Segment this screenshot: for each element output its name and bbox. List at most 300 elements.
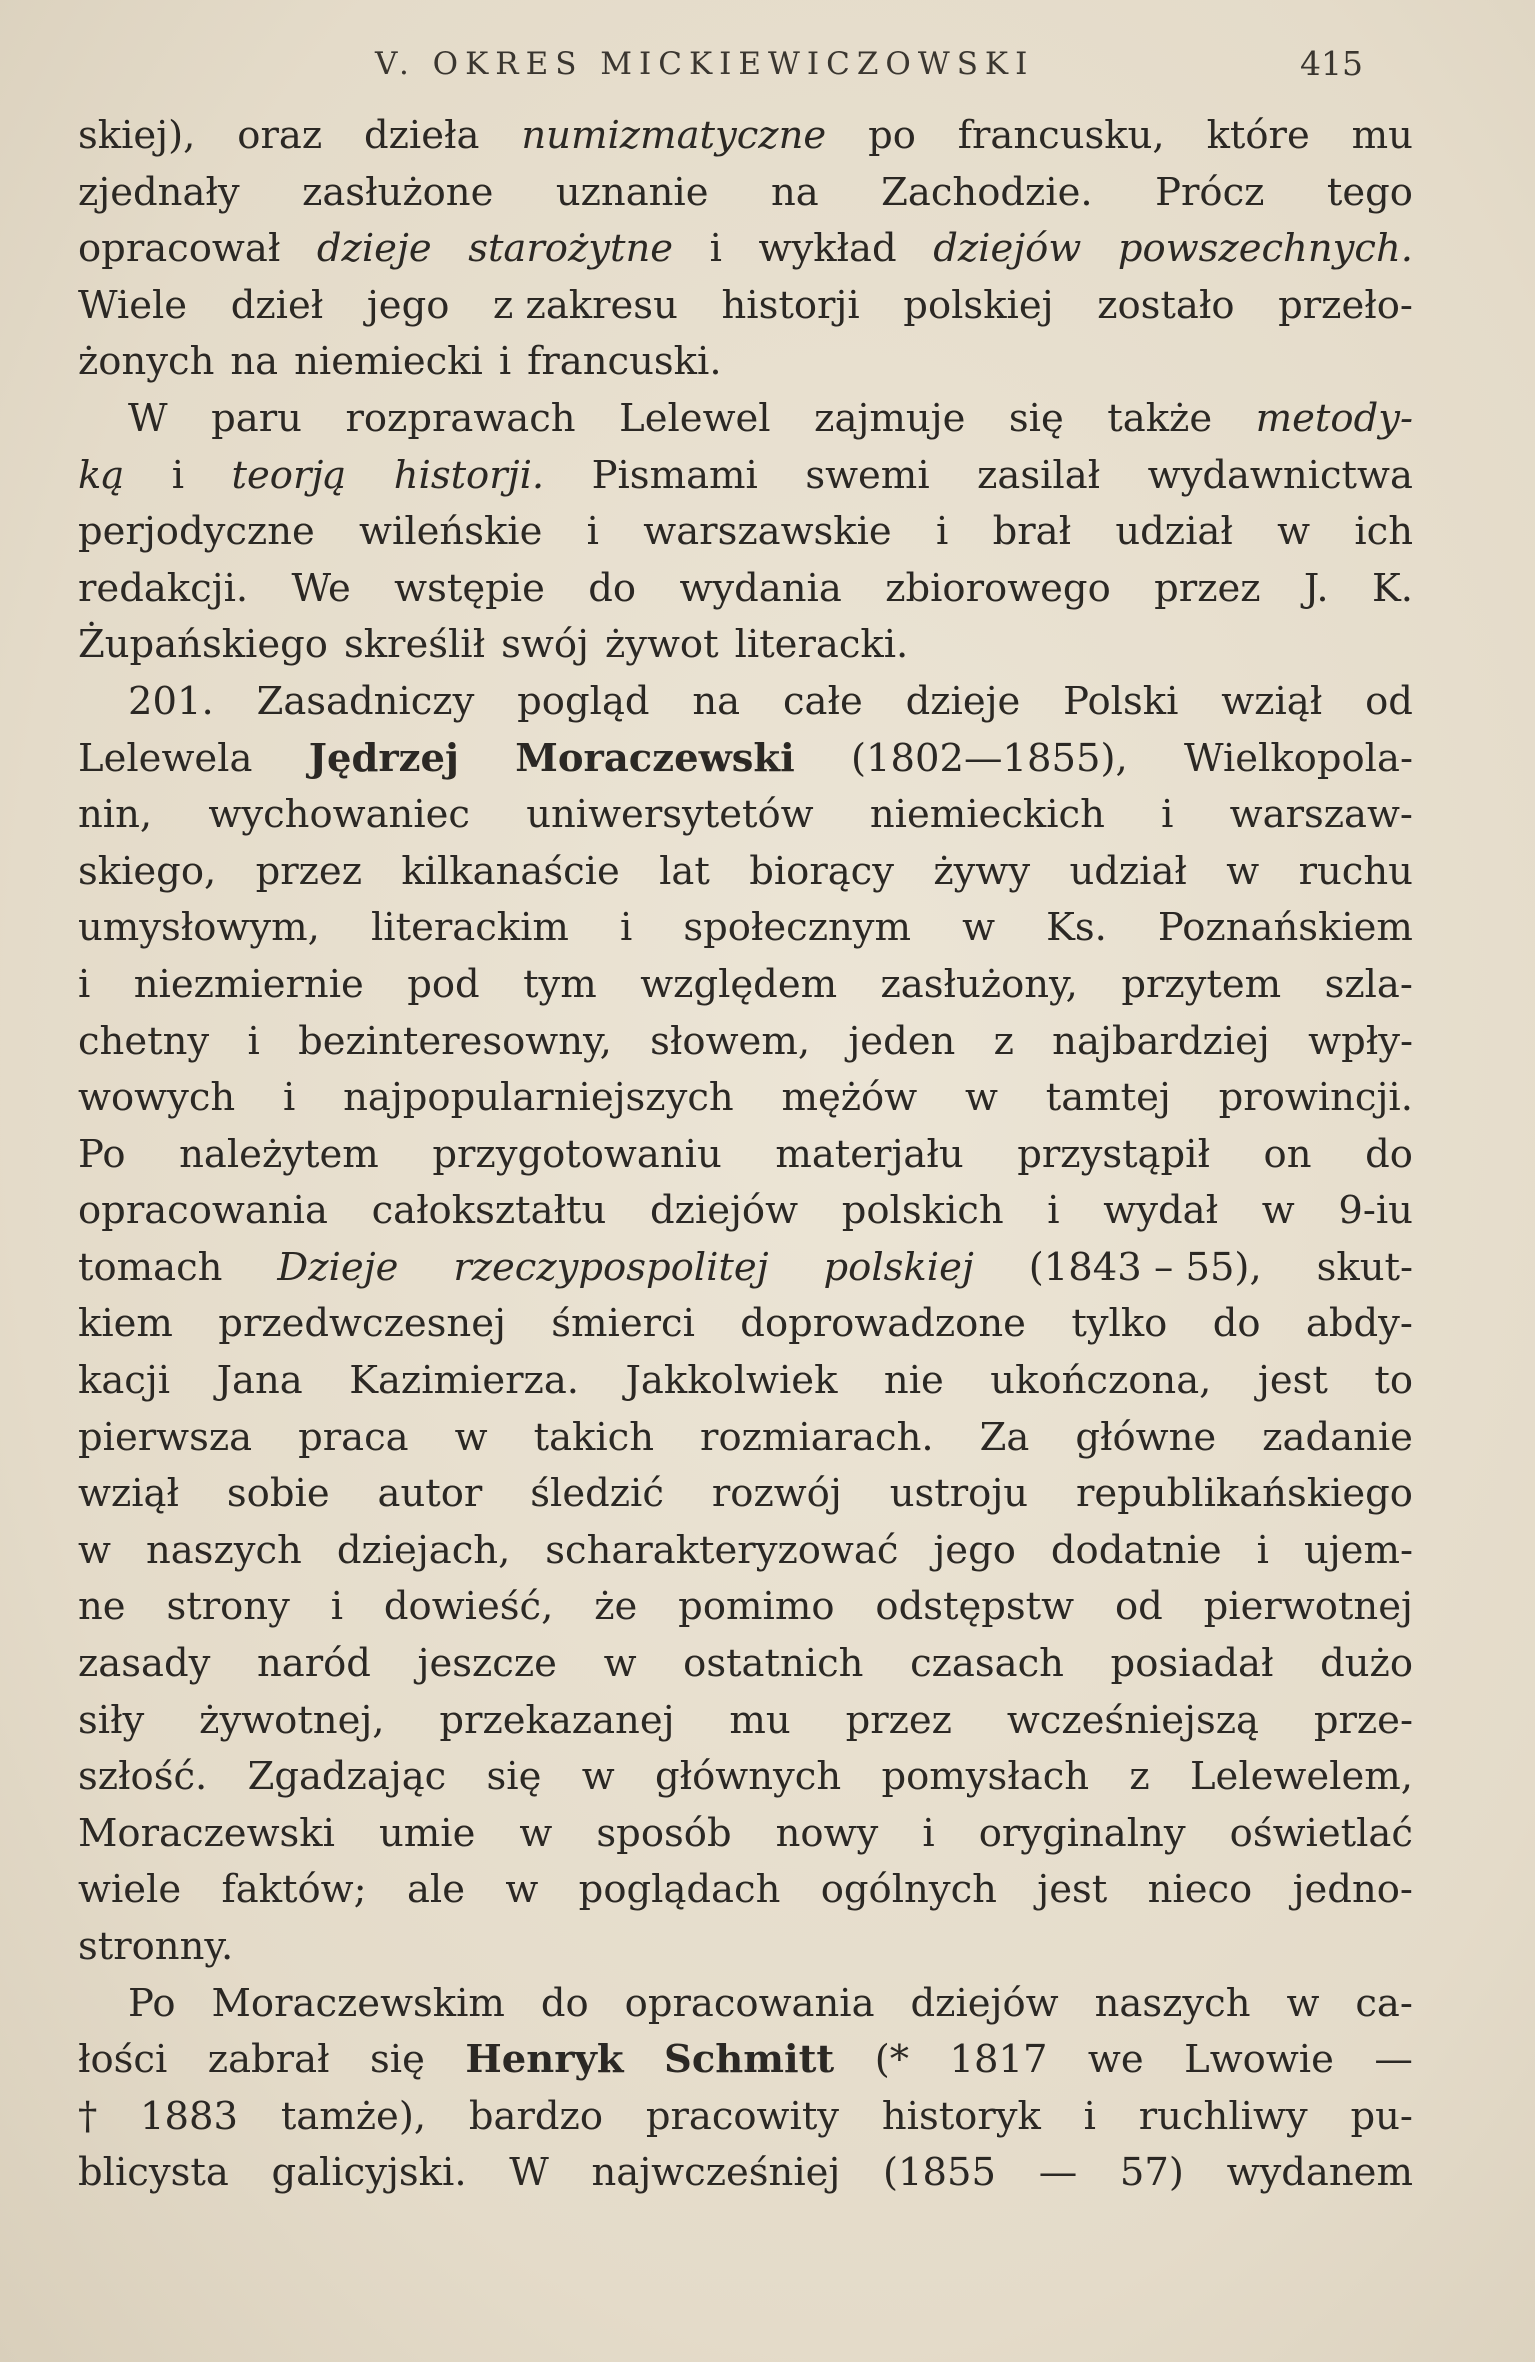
word: Lelewela xyxy=(78,735,253,781)
word: — xyxy=(1038,2150,1078,2196)
word: Po xyxy=(78,1131,126,1177)
word: opracowania xyxy=(78,1188,328,1234)
word: mu xyxy=(1351,113,1413,158)
word: dodatnie xyxy=(1050,1527,1222,1573)
word: wstępie xyxy=(394,565,545,611)
word: i xyxy=(78,961,91,1007)
word: w xyxy=(962,905,996,951)
page-number: 415 xyxy=(1300,44,1363,83)
word: literacki. xyxy=(734,622,909,668)
word: zasłużone xyxy=(302,169,494,215)
word: całokształtu xyxy=(371,1188,607,1234)
word: Moraczewski xyxy=(78,1810,335,1856)
word: zadanie xyxy=(1262,1414,1413,1460)
word: w xyxy=(1226,848,1260,894)
body-text xyxy=(78,108,1413,2202)
word: i xyxy=(1047,1188,1060,1234)
word: nieco xyxy=(1147,1867,1253,1913)
italic-word: teorją xyxy=(231,452,347,498)
word: autor xyxy=(377,1471,483,1517)
word: mu xyxy=(729,1697,791,1743)
word: i xyxy=(1161,792,1174,838)
word: skreślił xyxy=(343,622,486,668)
word: i xyxy=(922,1810,935,1856)
word: i xyxy=(1083,2093,1096,2139)
word: i xyxy=(171,452,185,498)
word: rozmiarach. xyxy=(700,1414,934,1460)
italic-word: historji. xyxy=(393,452,545,498)
word: przez xyxy=(255,848,362,894)
text-line xyxy=(78,617,1413,674)
text-line xyxy=(78,278,1413,335)
word: literackim xyxy=(370,905,569,951)
word: (1855 xyxy=(883,2150,997,2196)
word: historji xyxy=(721,282,860,328)
word: na xyxy=(692,678,741,724)
text-line xyxy=(78,1919,1413,1976)
word: (* xyxy=(874,2037,909,2083)
word: dzieł xyxy=(230,282,324,328)
word: stronny. xyxy=(78,1924,234,1969)
word: jego xyxy=(933,1527,1016,1573)
word: Ks. xyxy=(1046,905,1107,951)
word: przez xyxy=(845,1697,952,1743)
word: nie xyxy=(883,1358,944,1404)
word: przedwczesnej xyxy=(218,1301,506,1347)
text-line xyxy=(78,1296,1413,1353)
word: do xyxy=(540,1980,589,2026)
word: dużo xyxy=(1320,1641,1413,1687)
word: udział xyxy=(1115,509,1233,555)
word: zasłużony, xyxy=(880,961,1078,1007)
word: pomimo xyxy=(678,1584,835,1630)
word: zbiorowego xyxy=(885,565,1111,611)
word: wydawnictwa xyxy=(1147,452,1413,498)
word: na xyxy=(230,339,279,385)
word: i xyxy=(709,226,722,272)
word: zabrał xyxy=(207,2037,330,2083)
word: bezinteresowny, xyxy=(298,1018,612,1064)
text-line xyxy=(78,334,1413,391)
word: tym xyxy=(523,961,597,1007)
word: także xyxy=(1107,395,1213,441)
word: w xyxy=(78,1527,111,1573)
word: zajmuje xyxy=(814,395,966,441)
word: oraz xyxy=(237,113,323,158)
word: jest xyxy=(1037,1867,1108,1913)
word: bardzo xyxy=(468,2093,604,2139)
bold-name: Jędrzej xyxy=(308,735,459,781)
word: swemi xyxy=(805,452,930,498)
text-line xyxy=(78,787,1413,844)
word: że xyxy=(594,1584,638,1630)
word: pogląd xyxy=(517,678,650,724)
italic-word: starożytne xyxy=(468,226,674,272)
word: francusku, xyxy=(957,113,1165,158)
text-line xyxy=(78,2089,1413,2146)
word: jeszcze xyxy=(417,1641,557,1687)
word: w xyxy=(964,1075,998,1121)
word: pu- xyxy=(1350,2093,1413,2139)
italic-word: dzieje xyxy=(316,226,432,272)
word: słowem, xyxy=(650,1018,811,1064)
word: wziął xyxy=(1221,678,1323,724)
text-line xyxy=(78,2032,1413,2089)
text-line xyxy=(78,108,1413,165)
word: 9-iu xyxy=(1338,1188,1413,1234)
word: kacji xyxy=(78,1358,171,1404)
word: Pismami xyxy=(591,452,758,498)
word: dowieść, xyxy=(383,1584,554,1630)
word: ostatnich xyxy=(683,1641,864,1687)
word: i xyxy=(619,905,633,951)
word: Lelewel xyxy=(619,395,771,441)
word: (1802—1855), xyxy=(851,735,1128,781)
word: naszych xyxy=(1094,1980,1251,2026)
word: K. xyxy=(1371,565,1413,611)
word: względem xyxy=(640,961,838,1007)
word: biorący xyxy=(749,848,894,894)
word: łości xyxy=(78,2037,168,2083)
text-line xyxy=(78,504,1413,561)
word: najpopularniejszych xyxy=(343,1075,734,1121)
word: polskiej xyxy=(903,282,1054,328)
word: jego xyxy=(366,282,450,328)
word: skiego, xyxy=(78,848,217,894)
word: 1817 xyxy=(949,2037,1048,2083)
text-line xyxy=(78,1410,1413,1467)
word: ustroju xyxy=(889,1471,1029,1517)
word: W xyxy=(128,395,168,441)
word: opracowania xyxy=(624,1980,875,2026)
word: dziejów xyxy=(649,1188,799,1234)
word: Po xyxy=(128,1980,176,2026)
word: odstępstw xyxy=(875,1584,1075,1630)
word: oryginalny xyxy=(978,1810,1186,1856)
word: zasilał xyxy=(977,452,1101,498)
word: z xyxy=(1129,1754,1150,1800)
text-line xyxy=(78,1466,1413,1523)
italic-word: ką xyxy=(78,452,125,498)
word: Wielkopola- xyxy=(1184,735,1413,781)
word: dzieje xyxy=(905,678,1021,724)
word: i xyxy=(1256,1527,1269,1573)
word: które xyxy=(1206,113,1310,158)
word: perjodyczne xyxy=(78,509,315,555)
word: wziął xyxy=(78,1471,179,1517)
word: z zakresu xyxy=(493,282,678,328)
word: przygotowaniu xyxy=(432,1131,722,1177)
text-line xyxy=(78,1523,1413,1580)
word: w xyxy=(519,1810,553,1856)
word: w xyxy=(603,1641,637,1687)
word: od xyxy=(1365,678,1413,724)
text-line xyxy=(78,1183,1413,1240)
word: rozprawach xyxy=(345,395,576,441)
word: doprowadzone xyxy=(740,1301,1026,1347)
word: udział xyxy=(1069,848,1187,894)
word: strony xyxy=(166,1584,290,1630)
word: blicysta xyxy=(78,2150,229,2196)
word: Moraczewskim xyxy=(211,1980,505,2026)
word: wcześniejszą xyxy=(1006,1697,1259,1743)
text-line xyxy=(78,1353,1413,1410)
word: uniwersytetów xyxy=(526,792,814,838)
word: Za xyxy=(979,1414,1030,1460)
word: Zachodzie. xyxy=(881,169,1093,215)
text-line xyxy=(78,731,1413,788)
word: umysłowym, xyxy=(78,905,320,951)
word: ruchliwy xyxy=(1138,2093,1308,2139)
word: zasady xyxy=(78,1641,211,1687)
word: ujem- xyxy=(1303,1527,1413,1573)
word: skiej), xyxy=(78,113,196,158)
italic-word: rzeczypospolitej xyxy=(453,1244,769,1290)
text-line xyxy=(78,1579,1413,1636)
word: przekazanej xyxy=(439,1697,675,1743)
text-line xyxy=(78,1976,1413,2033)
word: wiele xyxy=(78,1867,182,1913)
word: i xyxy=(282,1075,296,1121)
word: brał xyxy=(992,509,1072,555)
word: jeden xyxy=(848,1018,956,1064)
word: się xyxy=(486,1754,542,1800)
word: i xyxy=(330,1584,344,1630)
word: niemieckich xyxy=(869,792,1105,838)
word: Prócz xyxy=(1155,169,1265,215)
word: Zasadniczy xyxy=(256,678,475,724)
italic-word: metody- xyxy=(1255,395,1413,441)
word: 201. xyxy=(128,678,214,724)
word: ich xyxy=(1354,509,1413,555)
word: polskich xyxy=(841,1188,1004,1234)
word: tylko xyxy=(1071,1301,1168,1347)
word: paru xyxy=(211,395,302,441)
word: redakcji. xyxy=(78,565,249,611)
word: Kazimierza. xyxy=(349,1358,580,1404)
word: się xyxy=(1008,395,1064,441)
word: naszych xyxy=(145,1527,302,1573)
word: warszaw- xyxy=(1229,792,1413,838)
word: wydał xyxy=(1103,1188,1219,1234)
word: on xyxy=(1263,1131,1312,1177)
word: wowych xyxy=(78,1075,236,1121)
word: prowincji. xyxy=(1218,1075,1413,1121)
word: pod xyxy=(407,961,480,1007)
word: lat xyxy=(659,848,710,894)
word: republikańskiego xyxy=(1075,1471,1413,1517)
word: w xyxy=(1277,509,1311,555)
word: jest xyxy=(1257,1358,1328,1404)
word: J. xyxy=(1303,565,1329,611)
text-line xyxy=(78,1070,1413,1127)
word: ruchu xyxy=(1298,848,1413,894)
word: dziejach, xyxy=(336,1527,511,1573)
word: sobie xyxy=(226,1471,330,1517)
word: się xyxy=(370,2037,425,2083)
word: ca- xyxy=(1355,1980,1413,2026)
word: chetny xyxy=(78,1018,210,1064)
word: i xyxy=(586,509,599,555)
word: prze- xyxy=(1313,1697,1413,1743)
word: do xyxy=(1212,1301,1261,1347)
word: W xyxy=(509,2150,549,2196)
word: wydania xyxy=(679,565,842,611)
word: ogólnych xyxy=(820,1867,997,1913)
italic-word: numizmatyczne xyxy=(521,113,827,158)
word: (1843 – 55), xyxy=(1028,1244,1262,1290)
word: oświetlać xyxy=(1229,1810,1413,1856)
word: swój xyxy=(501,622,589,668)
word: uznanie xyxy=(555,169,709,215)
word: kiem xyxy=(78,1301,173,1347)
bold-name: Henryk xyxy=(465,2037,624,2083)
word: żywotnej, xyxy=(199,1697,385,1743)
text-line xyxy=(78,900,1413,957)
word: od xyxy=(1114,1584,1163,1630)
text-line xyxy=(78,957,1413,1014)
text-line xyxy=(78,844,1413,901)
word: szłość. xyxy=(78,1754,208,1800)
word: Poznańskiem xyxy=(1157,905,1413,951)
word: wileńskie xyxy=(359,509,543,555)
word: przytem xyxy=(1121,961,1282,1007)
word: przystąpił xyxy=(1017,1131,1210,1177)
word: główne xyxy=(1075,1414,1217,1460)
word: najbardziej xyxy=(1052,1018,1270,1064)
word: siły xyxy=(78,1697,145,1743)
word: pomysłach xyxy=(881,1754,1090,1800)
word: przeło- xyxy=(1278,282,1413,328)
bold-name: Schmitt xyxy=(664,2037,835,2083)
word: Zgadzając xyxy=(247,1754,447,1800)
text-line xyxy=(78,391,1413,448)
word: Lelewelem, xyxy=(1189,1754,1413,1800)
word: śmierci xyxy=(551,1301,695,1347)
word: naród xyxy=(256,1641,371,1687)
text-line xyxy=(78,561,1413,618)
word: tamże), xyxy=(280,2093,427,2139)
word: należytem xyxy=(179,1131,379,1177)
italic-word: polskiej xyxy=(823,1244,974,1290)
word: jedno- xyxy=(1292,1867,1413,1913)
word: posiadał xyxy=(1110,1641,1274,1687)
word: sposób xyxy=(596,1810,732,1856)
word: do xyxy=(1365,1131,1413,1177)
word: Jana xyxy=(216,1358,303,1404)
word: We xyxy=(291,565,351,611)
word: w xyxy=(505,1867,539,1913)
word: ukończona, xyxy=(990,1358,1212,1404)
word: rozwój xyxy=(711,1471,842,1517)
word: szla- xyxy=(1324,961,1413,1007)
word: Wiele xyxy=(78,282,188,328)
italic-word: powszechnych. xyxy=(1117,226,1413,272)
word: i xyxy=(498,339,512,385)
word: umie xyxy=(378,1810,476,1856)
word: w xyxy=(454,1414,488,1460)
word: całe xyxy=(782,678,863,724)
word: zostało xyxy=(1097,282,1235,328)
word: niezmiernie xyxy=(133,961,364,1007)
word: ale xyxy=(406,1867,466,1913)
word: dzieła xyxy=(364,113,480,158)
word: takich xyxy=(533,1414,655,1460)
word: po xyxy=(868,113,916,158)
word: ne xyxy=(78,1584,126,1630)
text-line xyxy=(78,1693,1413,1750)
word: warszawskie xyxy=(643,509,892,555)
word: pierwotnej xyxy=(1203,1584,1413,1630)
word: galicyjski. xyxy=(271,2150,467,2196)
word: nin, xyxy=(78,792,153,838)
text-line xyxy=(78,2145,1413,2202)
word: najwcześniej xyxy=(591,2150,841,2196)
word: w xyxy=(581,1754,615,1800)
word: scharakteryzować xyxy=(545,1527,899,1573)
text-line xyxy=(78,448,1413,505)
word: to xyxy=(1374,1358,1413,1404)
word: w xyxy=(1286,1980,1320,2026)
word: czasach xyxy=(910,1641,1064,1687)
word: tamtej xyxy=(1045,1075,1171,1121)
word: śledzić xyxy=(530,1471,664,1517)
word: zjednały xyxy=(78,169,240,215)
word: żonych xyxy=(78,339,215,385)
page-header xyxy=(0,40,1535,90)
word: wpły- xyxy=(1308,1018,1413,1064)
word: i xyxy=(247,1018,260,1064)
word: i xyxy=(935,509,949,555)
word: faktów; xyxy=(221,1867,367,1913)
running-head: V. OKRES MICKIEWICZOWSKI xyxy=(375,46,1035,82)
word: do xyxy=(588,565,637,611)
word: Żupańskiego xyxy=(78,622,328,668)
word: poglądach xyxy=(578,1867,781,1913)
word: na xyxy=(770,169,819,215)
word: pracowity xyxy=(645,2093,840,2139)
word: wychowaniec xyxy=(208,792,470,838)
text-line xyxy=(78,674,1413,731)
word: skut- xyxy=(1316,1244,1413,1290)
word: Polski xyxy=(1063,678,1179,724)
word: kilkanaście xyxy=(401,848,620,894)
text-line xyxy=(78,1127,1413,1184)
word: żywy xyxy=(933,848,1031,894)
text-line xyxy=(78,165,1413,222)
text-line xyxy=(78,1240,1413,1297)
word: nowy xyxy=(775,1810,879,1856)
word: Lwowie xyxy=(1184,2037,1334,2083)
word: historyk xyxy=(881,2093,1041,2139)
word: głównych xyxy=(654,1754,842,1800)
word: materjału xyxy=(775,1131,964,1177)
text-line xyxy=(78,1749,1413,1806)
word: wykład xyxy=(758,226,897,272)
word: 57) xyxy=(1119,2150,1184,2196)
word: przez xyxy=(1154,565,1261,611)
word: z xyxy=(993,1018,1014,1064)
word: niemiecki xyxy=(294,339,483,385)
bold-name: Moraczewski xyxy=(515,735,795,781)
text-line xyxy=(78,1636,1413,1693)
word: wydanem xyxy=(1226,2150,1413,2196)
text-line xyxy=(78,1806,1413,1863)
word: dziejów xyxy=(910,1980,1059,2026)
text-line xyxy=(78,1862,1413,1919)
word: we xyxy=(1087,2037,1144,2083)
word: żywot xyxy=(604,622,719,668)
